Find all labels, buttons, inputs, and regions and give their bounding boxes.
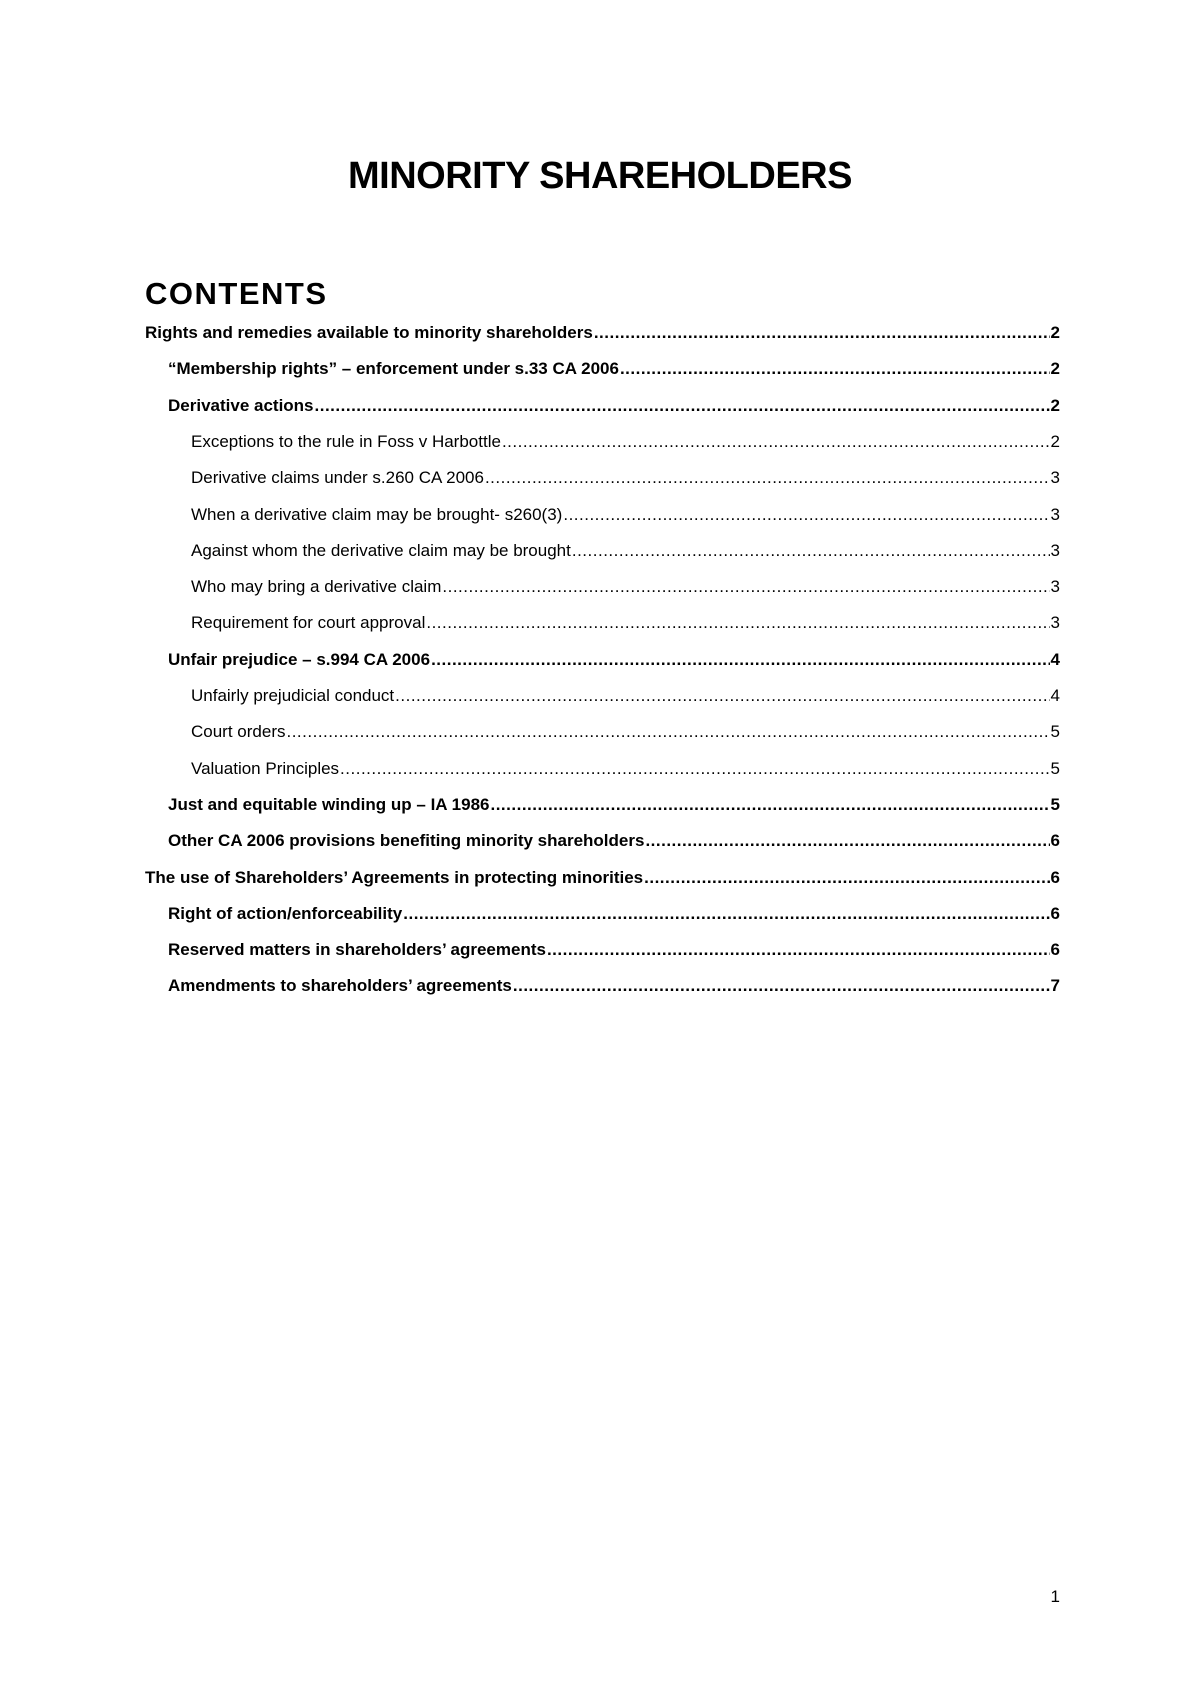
toc-dot-leader <box>594 318 1050 348</box>
toc-entry-page: 2 <box>1050 359 1060 378</box>
toc-dot-leader <box>340 754 1049 784</box>
toc-dot-leader <box>315 391 1050 421</box>
toc-entry-page: 3 <box>1050 505 1060 524</box>
toc-entry[interactable] <box>168 391 1060 421</box>
toc-entry-title: Right of action/enforceability <box>168 904 403 923</box>
toc-entry[interactable] <box>168 935 1060 965</box>
toc-entry[interactable] <box>145 318 1060 348</box>
toc-entry-title: Other CA 2006 provisions benefiting minority shareholders <box>168 831 645 850</box>
toc-dot-leader <box>645 826 1049 856</box>
toc-entry-page: 3 <box>1050 613 1060 632</box>
toc-entry[interactable] <box>191 572 1060 602</box>
toc-entry-title: Court orders <box>191 722 286 741</box>
toc-entry-page: 4 <box>1050 650 1060 669</box>
toc-dot-leader <box>572 536 1050 566</box>
toc-dot-leader <box>395 681 1049 711</box>
toc-entry-title: Unfairly prejudicial conduct <box>191 686 395 705</box>
toc-entry[interactable] <box>191 717 1060 747</box>
toc-entry-title: Valuation Principles <box>191 759 340 778</box>
toc-entry-page: 2 <box>1050 323 1060 342</box>
toc-entry-page: 2 <box>1050 432 1060 451</box>
toc-entry-page: 6 <box>1050 940 1060 959</box>
toc-entry-page: 5 <box>1050 722 1060 741</box>
toc-entry-page: 2 <box>1050 396 1060 415</box>
toc-dot-leader <box>563 500 1049 530</box>
toc-entry-title: Reserved matters in shareholders’ agreements <box>168 940 546 959</box>
toc-dot-leader <box>490 790 1049 820</box>
toc-entry-page: 6 <box>1050 831 1060 850</box>
toc-dot-leader <box>286 717 1049 747</box>
toc-entry-title: Unfair prejudice – s.994 CA 2006 <box>168 650 431 669</box>
toc-entry[interactable] <box>191 754 1060 784</box>
toc-entry[interactable] <box>191 427 1060 457</box>
toc-entry-title: Who may bring a derivative claim <box>191 577 442 596</box>
toc-dot-leader <box>502 427 1050 457</box>
toc-entry-title: Amendments to shareholders’ agreements <box>168 976 512 995</box>
toc-dot-leader <box>426 608 1049 638</box>
toc-entry-page: 3 <box>1050 541 1060 560</box>
toc-entry-title: Derivative actions <box>168 396 314 415</box>
toc-dot-leader <box>442 572 1049 602</box>
toc-entry[interactable] <box>168 790 1060 820</box>
toc-entry-page: 6 <box>1050 904 1060 923</box>
toc-entry[interactable] <box>168 645 1060 675</box>
toc-entry[interactable] <box>191 681 1060 711</box>
toc-dot-leader <box>403 899 1049 929</box>
toc-entry-page: 4 <box>1050 686 1060 705</box>
toc-entry-page: 3 <box>1050 468 1060 487</box>
document-title: MINORITY SHAREHOLDERS <box>348 155 852 197</box>
toc-entry-title: Just and equitable winding up – IA 1986 <box>168 795 490 814</box>
toc-entry-title: Derivative claims under s.260 CA 2006 <box>191 468 484 487</box>
toc-entry[interactable] <box>191 536 1060 566</box>
toc-entry[interactable] <box>145 863 1060 893</box>
toc-entry-title: “Membership rights” – enforcement under s.33 CA 2006 <box>168 359 619 378</box>
toc-entry-title: The use of Shareholders’ Agreements in protecting minorities <box>145 868 644 887</box>
toc-entry-page: 5 <box>1050 795 1060 814</box>
toc-entry[interactable] <box>168 826 1060 856</box>
toc-entry-title: When a derivative claim may be brought- s260(3) <box>191 505 563 524</box>
toc-dot-leader <box>485 463 1050 493</box>
page-number: 1 <box>1050 1587 1060 1606</box>
toc-entry-page: 6 <box>1050 868 1060 887</box>
toc-entry[interactable] <box>191 463 1060 493</box>
toc-dot-leader <box>644 863 1049 893</box>
toc-entry-title: Against whom the derivative claim may be brought <box>191 541 571 560</box>
toc-entry[interactable] <box>191 608 1060 638</box>
toc-dot-leader <box>513 971 1050 1001</box>
toc-entry-title: Rights and remedies available to minority shareholders <box>145 323 593 342</box>
toc-dot-leader <box>431 645 1049 675</box>
contents-heading: CONTENTS <box>145 276 328 311</box>
toc-entry[interactable] <box>168 971 1060 1001</box>
toc-entry-title: Exceptions to the rule in Foss v Harbottle <box>191 432 501 451</box>
toc-entry-page: 5 <box>1050 759 1060 778</box>
toc-entry[interactable] <box>191 500 1060 530</box>
toc-entry-page: 3 <box>1050 577 1060 596</box>
toc-entry-page: 7 <box>1050 976 1060 995</box>
toc-entry[interactable] <box>168 354 1060 384</box>
toc-entry[interactable] <box>168 899 1060 929</box>
toc-dot-leader <box>547 935 1050 965</box>
toc-entry-title: Requirement for court approval <box>191 613 426 632</box>
toc-dot-leader <box>620 354 1050 384</box>
